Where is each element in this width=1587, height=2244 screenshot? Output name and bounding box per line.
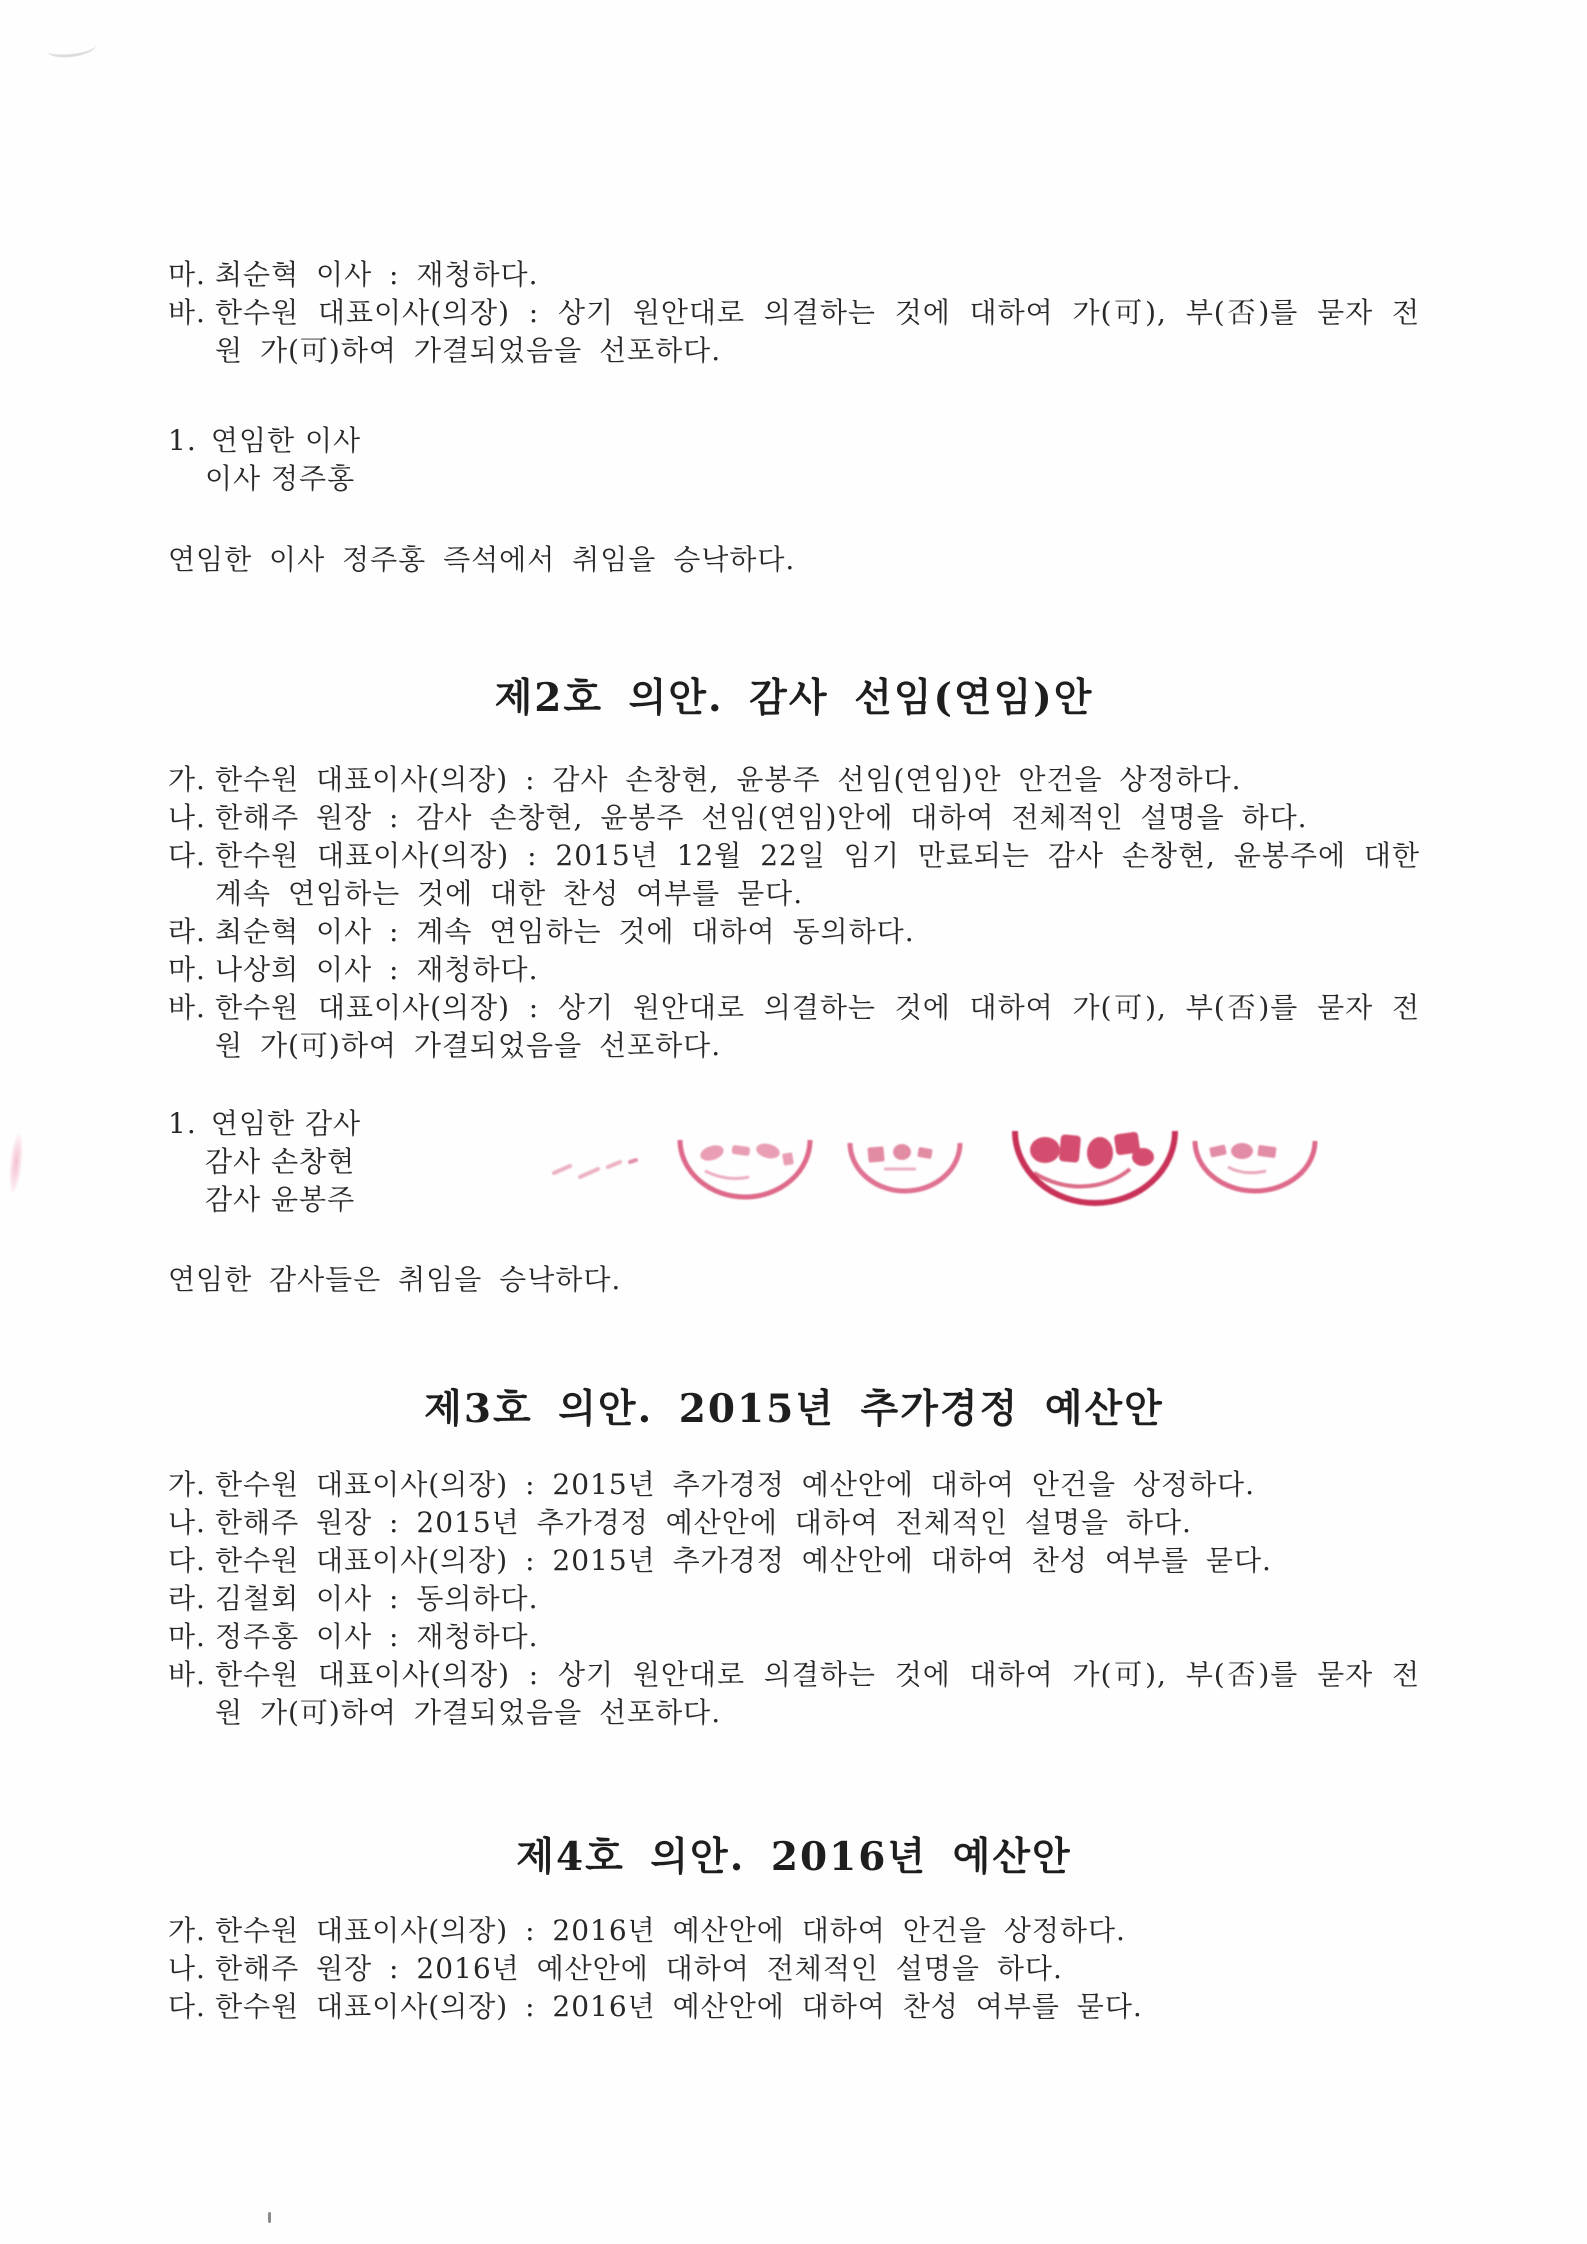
item-label: 라.	[168, 915, 206, 948]
item-label: 가.	[168, 763, 206, 796]
preceding-minute-list	[168, 256, 1420, 370]
minute-item	[168, 256, 1420, 294]
minute-item	[168, 1504, 1420, 1542]
item-text: 정주홍 이사 : 재청하다.	[215, 1620, 539, 1653]
item-label: 나.	[168, 1952, 206, 1985]
member-line: 감사 손창현	[205, 1145, 356, 1178]
minute-item	[168, 294, 1420, 370]
resolution-title: 연임한 감사	[210, 1107, 362, 1140]
item-label: 바.	[168, 991, 206, 1024]
item-text: 한수원 대표이사(의장) : 상기 원안대로 의결하는 것에 대하여 가(可), 부(否)를 묻자 전원 가(可)하여 가결되었음을 선포하다.	[215, 296, 1420, 367]
item-label: 나.	[168, 1506, 206, 1539]
agenda2-heading: 제2호 의안. 감사 선임(연임)안	[494, 675, 1094, 721]
minute-item	[168, 913, 1420, 951]
item-label: 다.	[168, 839, 206, 872]
item-text: 나상희 이사 : 재청하다.	[215, 953, 539, 986]
scan-smudge-artifact	[47, 38, 96, 58]
minute-item	[168, 951, 1420, 989]
item-label: 가.	[168, 1914, 206, 1947]
minute-item	[168, 1542, 1420, 1580]
item-text: 한수원 대표이사(의장) : 상기 원안대로 의결하는 것에 대하여 가(可), 부(否)를 묻자 전원 가(可)하여 가결되었음을 선포하다.	[215, 991, 1420, 1062]
item-text: 한수원 대표이사(의장) : 2015년 추가경정 예산안에 대하여 찬성 여부를 묻다.	[215, 1544, 1272, 1577]
minute-item	[168, 1580, 1420, 1618]
minute-item	[168, 761, 1420, 799]
item-text: 최순혁 이사 : 재청하다.	[215, 258, 539, 291]
agenda2-minute-list	[168, 761, 1420, 1065]
minute-item	[168, 1988, 1420, 2026]
scan-dot-artifact	[268, 2212, 271, 2223]
minute-item	[168, 1618, 1420, 1656]
minute-item	[168, 1912, 1420, 1950]
minute-item	[168, 1950, 1420, 1988]
item-label: 마.	[168, 1620, 206, 1653]
item-text: 한수원 대표이사(의장) : 2016년 예산안에 대하여 찬성 여부를 묻다.	[215, 1990, 1143, 2023]
reappointment-note: 연임한 감사들은 취임을 승낙하다.	[168, 1263, 622, 1296]
item-label: 다.	[168, 1544, 206, 1577]
item-text: 한수원 대표이사(의장) : 2015년 12월 22일 임기 만료되는 감사 손창현, 윤봉주에 대한 계속 연임하는 것에 대한 찬성 여부를 묻다.	[215, 839, 1420, 910]
item-text: 한해주 원장 : 2016년 예산안에 대하여 전체적인 설명을 하다.	[215, 1952, 1063, 1985]
reappointed-auditor-block	[168, 1105, 1420, 1219]
agenda4-heading: 제4호 의안. 2016년 예산안	[516, 1834, 1072, 1880]
item-label: 라.	[168, 1582, 206, 1615]
resolution-number: 1.	[168, 1107, 197, 1140]
item-label: 마.	[168, 258, 206, 291]
item-label: 나.	[168, 801, 206, 834]
agenda3-minute-list	[168, 1466, 1420, 1732]
item-label: 다.	[168, 1990, 206, 2023]
resolution-heading	[168, 422, 1420, 460]
reappointed-director-block	[168, 422, 1420, 498]
resolution-heading	[168, 1105, 1420, 1143]
item-label: 바.	[168, 1658, 206, 1691]
item-text: 김철회 이사 : 동의하다.	[215, 1582, 539, 1615]
minute-item	[168, 837, 1420, 913]
item-label: 바.	[168, 296, 206, 329]
minute-item	[168, 989, 1420, 1065]
agenda3-heading: 제3호 의안. 2015년 추가경정 예산안	[424, 1386, 1164, 1432]
minute-item	[168, 1466, 1420, 1504]
item-label: 마.	[168, 953, 206, 986]
item-text: 한수원 대표이사(의장) : 감사 손창현, 윤봉주 선임(연임)안 안건을 상정하다.	[215, 763, 1242, 796]
reappointment-note: 연임한 이사 정주홍 즉석에서 취임을 승낙하다.	[168, 543, 796, 576]
item-text: 최순혁 이사 : 계속 연임하는 것에 대하여 동의하다.	[215, 915, 915, 948]
agenda4-minute-list	[168, 1912, 1420, 2026]
resolution-title: 연임한 이사	[210, 424, 362, 457]
minute-item	[168, 799, 1420, 837]
resolution-number: 1.	[168, 424, 197, 457]
item-text: 한수원 대표이사(의장) : 2015년 추가경정 예산안에 대하여 안건을 상정하다.	[215, 1468, 1255, 1501]
item-text: 한해주 원장 : 감사 손창현, 윤봉주 선임(연임)안에 대하여 전체적인 설명을 하다.	[215, 801, 1308, 834]
item-text: 한수원 대표이사(의장) : 2016년 예산안에 대하여 안건을 상정하다.	[215, 1914, 1126, 1947]
minute-item	[168, 1656, 1420, 1732]
item-text: 한해주 원장 : 2015년 추가경정 예산안에 대하여 전체적인 설명을 하다.	[215, 1506, 1192, 1539]
item-text: 한수원 대표이사(의장) : 상기 원안대로 의결하는 것에 대하여 가(可), 부(否)를 묻자 전원 가(可)하여 가결되었음을 선포하다.	[215, 1658, 1420, 1729]
member-line: 감사 윤봉주	[205, 1183, 356, 1216]
item-label: 가.	[168, 1468, 206, 1501]
pink-ink-smudge-artifact	[7, 1133, 25, 1194]
member-line: 이사 정주홍	[205, 462, 356, 495]
